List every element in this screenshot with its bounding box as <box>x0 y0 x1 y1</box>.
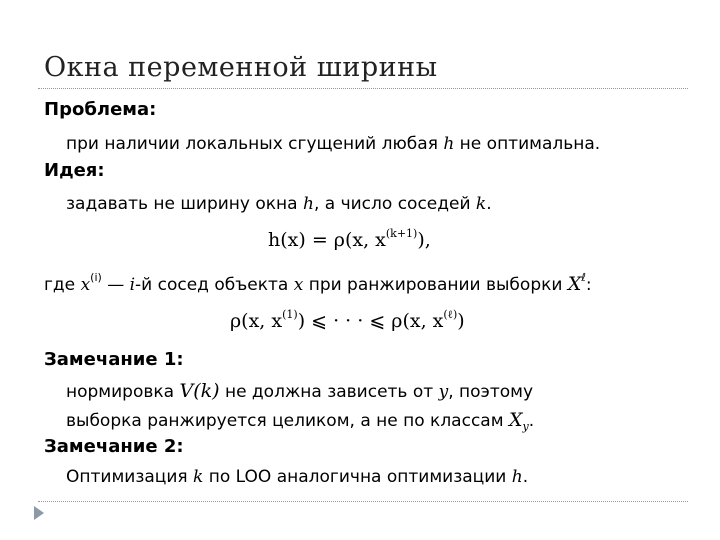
neighbor-definition: где $x^{(i)}$ — i-й сосед объекта x при ранжировании выборки $X^\ell$: <box>44 271 592 295</box>
title-divider <box>38 88 688 89</box>
problem-heading: Проблема: <box>44 99 157 120</box>
remark1-line1: нормировка V(k) не должна зависеть от y, поэтому <box>66 380 534 402</box>
next-slide-arrow-icon[interactable] <box>34 506 44 520</box>
remark2-heading: Замечание 2: <box>44 436 184 457</box>
remark1-heading: Замечание 1: <box>44 349 184 370</box>
slide-title: Окна переменной ширины <box>44 52 438 83</box>
idea-heading: Идея: <box>44 160 105 181</box>
footer-divider <box>38 501 688 502</box>
formula-ranking: ρ(x, $x^{(1)}$) ⩽ · · · ⩽ ρ(x, $x^{(\ell)}$) <box>230 308 465 332</box>
remark2-text: Оптимизация k по LOO аналогична оптимизации h. <box>66 467 529 487</box>
remark1-line2: выборка ранжируется целиком, а не по классам $X_y$. <box>66 409 535 433</box>
formula-h-of-x: h(x) = ρ(x, $x^{(k+1)}$), <box>268 227 431 251</box>
problem-text: при наличии локальных сгущений любая h не оптимальна. <box>66 134 601 154</box>
idea-text: задавать не ширину окна h, а число соседей k. <box>66 194 492 214</box>
